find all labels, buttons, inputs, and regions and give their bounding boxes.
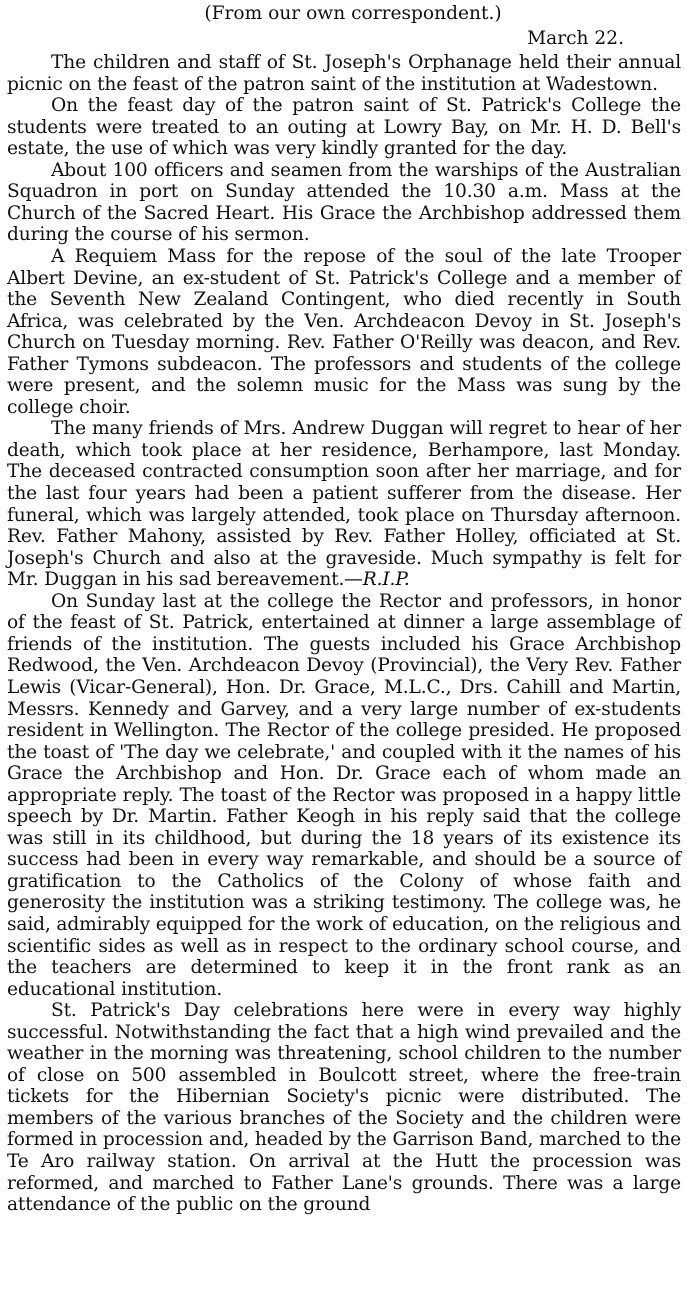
paragraph-squadron-mass: About 100 officers and seamen from the warships of the Australian Squadron in port on Sunday attended the 10.30 a.m. Mass at the Church of the Sacred Heart. His Grace the Archbishop addressed them during the course of his sermon. xyxy=(7,159,681,246)
paragraph-college-dinner: On Sunday last at the college the Rector and professors, in honor of the feast of St. Patrick, entertained at dinner a large assemblage of friends of the institution. The guests included his Grace Archbishop Redwood, the Ven. Archdeacon Devoy (Provincial), the Very Rev. Father Lewis (Vicar-General), Hon. Dr. Grace, M.L.C., Drs. Cahill and Martin, Messrs. Kennedy and Garvey, and a very large number of ex-students resident in Wellington. The Rector of the college presided. He proposed the toast of 'The day we celebrate,' and coupled with it the names of his Grace the Archbishop and Hon. Dr. Grace each of whom made an appropriate reply. The toast of the Rector was proposed in a happy little speech by Dr. Martin. Father Keogh in his reply said that the college was still in its childhood, but during the 18 years of its existence its success had been in every way remarkable, and should be a source of gratification to the Catholics of the Colony of whose faith and generosity the institution was a striking testimony. The college was, he said, admirably equipped for the work of education, on the religious and scientific sides as well as in respect to the ordinary school course, and the teachers are determined to keep it in the front rank as an educational institution. xyxy=(7,590,681,1000)
paragraph-obituary xyxy=(7,418,681,590)
paragraph-requiem-mass: A Requiem Mass for the repose of the soul of the late Trooper Albert Devine, an ex-student of St. Patrick's College and a member of the Seventh New Zealand Contingent, who died recently in South Africa, was celebrated by the Ven. Archdeacon Devoy in St. Joseph's Church on Tuesday morning. Rev. Father O'Reilly was deacon, and Rev. Father Tymons subdeacon. The professors and students of the college were present, and the solemn music for the Mass was sung by the college choir. xyxy=(7,246,681,418)
obituary-rip: R.I.P. xyxy=(362,569,410,591)
correspondent-header: (From our own correspondent.) xyxy=(204,3,502,24)
paragraph-college-outing: On the feast day of the patron saint of St. Patrick's College the students were treated to an outing at Lowry Bay, on Mr. H. D. Bell's estate, the use of which was very kindly granted for the day. xyxy=(7,95,681,160)
paragraph-st-patricks-day: St. Patrick's Day celebrations here were in every way highly successful. Notwithstanding the fact that a high wind prevailed and the weather in the morning was threatening, school children to the number of close on 500 assembled in Boulcott street, where the free-train tickets for the Hibernian Society's picnic were distributed. The members of the various branches of the Society and the children were formed in procession and, headed by the Garrison Band, marched to the Te Aro railway station. On arrival at the Hutt the procession was reformed, and marched to Father Lane's grounds. There was a large attendance of the public on the ground xyxy=(7,1000,681,1216)
paragraph-orphanage-picnic: The children and staff of St. Joseph's Orphanage held their annual picnic on the feast of the patron saint of the institution at Wadestown. xyxy=(7,52,681,95)
obituary-text: The many friends of Mrs. Andrew Duggan will regret to hear of her death, which took place at her residence, Berhampore, last Monday. The deceased contracted consumption soon after her marriage, and for the last four years had been a patient sufferer from the disease. Her funeral, which was largely attended, took place on Thursday afternoon. Rev. Father Mahony, assisted by Rev. Father Holley, officiated at St. Joseph's Church and also at the graveside. Much sympathy is felt for Mr. Duggan in his sad bereavement.— xyxy=(7,418,681,591)
dateline: March 22. xyxy=(527,27,624,49)
